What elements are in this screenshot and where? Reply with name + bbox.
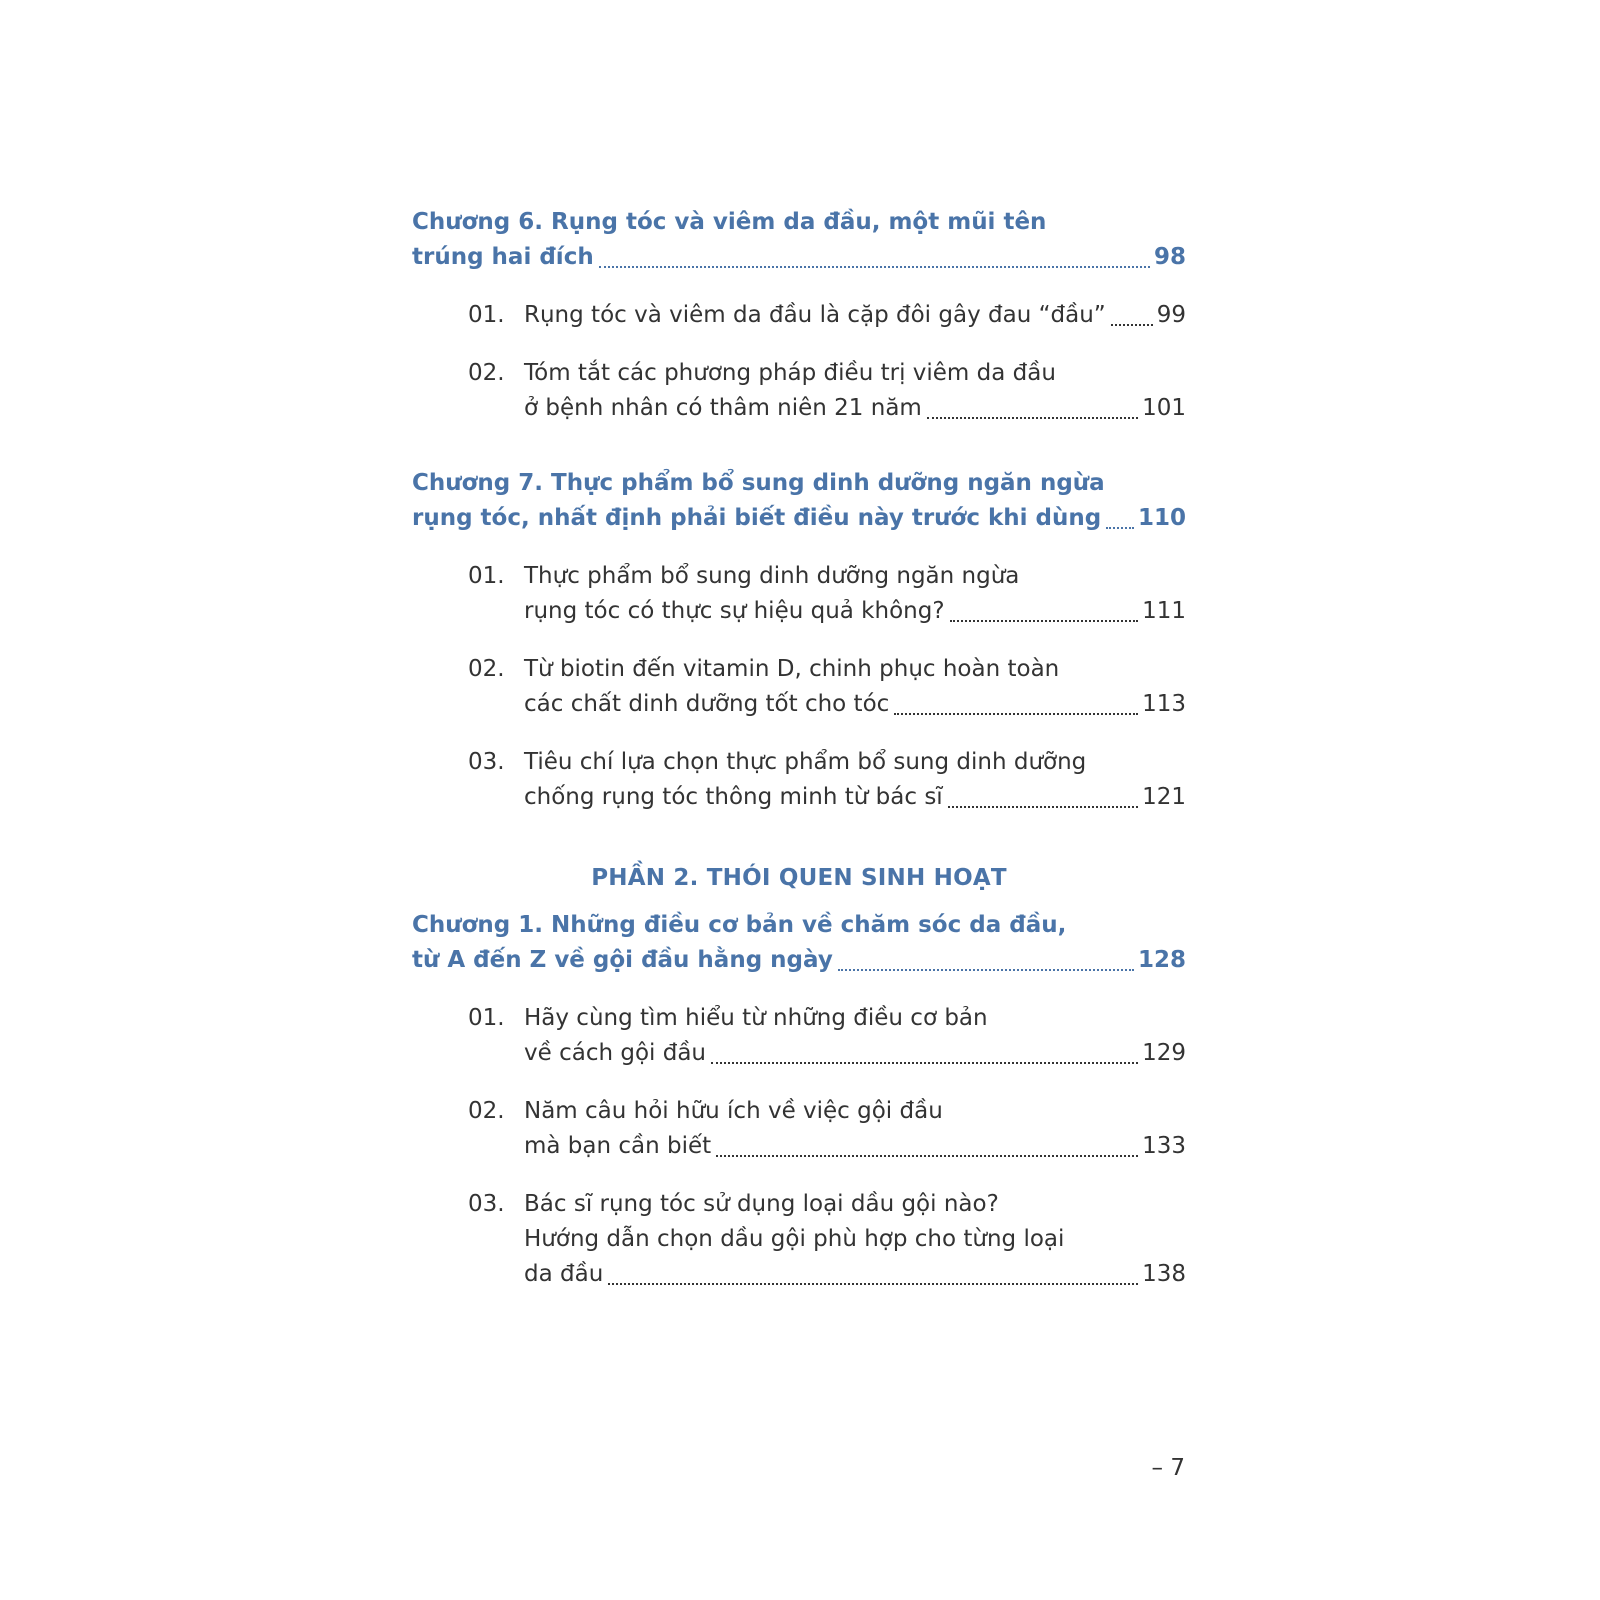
toc-section-7-2 xyxy=(412,652,1186,722)
section-entry-row xyxy=(524,1129,1186,1164)
toc-section-p2-1-1 xyxy=(412,1001,1186,1071)
dot-leader xyxy=(1111,324,1153,326)
section-page-number: 99 xyxy=(1156,302,1186,328)
toc-section-6-2 xyxy=(412,356,1186,426)
dot-leader xyxy=(608,1283,1138,1285)
section-title: Bác sĩ rụng tóc sử dụng loại dầu gội nào? xyxy=(524,1191,999,1217)
chapter-title-line: Chương 7. Thực phẩm bổ sung dinh dưỡng ngăn ngừa xyxy=(412,470,1105,496)
section-entry-row xyxy=(524,298,1186,333)
section-title: ở bệnh nhân có thâm niên 21 năm xyxy=(524,395,922,421)
dot-leader xyxy=(1106,527,1134,529)
section-title: Từ biotin đến vitamin D, chinh phục hoàn toàn xyxy=(524,656,1060,682)
chapter-page-number: 110 xyxy=(1137,505,1186,531)
chapter-entry-row xyxy=(412,943,1186,978)
section-number: 02. xyxy=(468,1098,505,1124)
section-page-number: 138 xyxy=(1142,1261,1186,1287)
section-title: Hãy cùng tìm hiểu từ những điều cơ bản xyxy=(524,1005,988,1031)
section-title: rụng tóc có thực sự hiệu quả không? xyxy=(524,598,945,624)
dot-leader xyxy=(838,969,1134,971)
section-entry-row xyxy=(524,391,1186,426)
dot-leader xyxy=(599,266,1150,268)
section-body xyxy=(524,745,1186,815)
section-title: chống rụng tóc thông minh từ bác sĩ xyxy=(524,784,943,810)
chapter-entry-row xyxy=(412,501,1186,536)
section-body xyxy=(524,652,1186,722)
chapter-page-number: 128 xyxy=(1137,947,1186,973)
section-page-number: 121 xyxy=(1142,784,1186,810)
section-title: Rụng tóc và viêm da đầu là cặp đôi gây đau “đầu” xyxy=(524,302,1106,328)
page-number: – 7 xyxy=(1151,1455,1185,1481)
section-body xyxy=(524,1001,1186,1071)
section-title: mà bạn cần biết xyxy=(524,1133,712,1159)
section-title: Thực phẩm bổ sung dinh dưỡng ngăn ngừa xyxy=(524,563,1020,589)
chapter-entry-row xyxy=(412,240,1186,275)
toc-part2-chapter-1 xyxy=(412,908,1186,978)
section-body xyxy=(524,559,1186,629)
section-title: Tóm tắt các phương pháp điều trị viêm da đầu xyxy=(524,360,1056,386)
section-entry-row xyxy=(524,594,1186,629)
section-entry-row xyxy=(524,1257,1186,1292)
toc-section-6-1 xyxy=(412,298,1186,333)
section-number: 01. xyxy=(468,1005,505,1031)
toc-section-p2-1-2 xyxy=(412,1094,1186,1164)
part-heading: PHẦN 2. THÓI QUEN SINH HOẠT xyxy=(591,865,1007,891)
toc-section-7-1 xyxy=(412,559,1186,629)
section-title: các chất dinh dưỡng tốt cho tóc xyxy=(524,691,890,717)
chapter-title-line: trúng hai đích xyxy=(412,244,594,270)
table-of-contents xyxy=(412,205,1186,1292)
section-page-number: 111 xyxy=(1142,598,1186,624)
toc-section-p2-1-3 xyxy=(412,1187,1186,1292)
dot-leader xyxy=(927,417,1138,419)
section-title: Năm câu hỏi hữu ích về việc gội đầu xyxy=(524,1098,943,1124)
chapter-title-line: từ A đến Z về gội đầu hằng ngày xyxy=(412,947,833,973)
section-page-number: 101 xyxy=(1142,395,1186,421)
section-body xyxy=(524,1094,1186,1164)
section-page-number: 129 xyxy=(1142,1040,1186,1066)
section-number: 01. xyxy=(468,302,505,328)
section-title: về cách gội đầu xyxy=(524,1040,706,1066)
section-entry-row xyxy=(524,1036,1186,1071)
section-number: 01. xyxy=(468,563,505,589)
dot-leader xyxy=(711,1062,1138,1064)
section-page-number: 113 xyxy=(1142,691,1186,717)
chapter-title-line: Chương 6. Rụng tóc và viêm da đầu, một mũi tên xyxy=(412,209,1047,235)
section-number: 03. xyxy=(468,749,505,775)
section-title: Tiêu chí lựa chọn thực phẩm bổ sung dinh dưỡng xyxy=(524,749,1087,775)
chapter-title-line: Chương 1. Những điều cơ bản về chăm sóc da đầu, xyxy=(412,912,1067,938)
section-entry-row xyxy=(524,780,1186,815)
chapter-page-number: 98 xyxy=(1153,244,1186,270)
section-body xyxy=(524,356,1186,426)
dot-leader xyxy=(950,620,1139,622)
section-title: Hướng dẫn chọn dầu gội phù hợp cho từng loại xyxy=(524,1226,1065,1252)
toc-chapter-7 xyxy=(412,466,1186,536)
section-entry-row xyxy=(524,687,1186,722)
toc-chapter-6 xyxy=(412,205,1186,275)
section-number: 02. xyxy=(468,360,505,386)
chapter-title-line: rụng tóc, nhất định phải biết điều này trước khi dùng xyxy=(412,505,1102,531)
dot-leader xyxy=(716,1155,1138,1157)
section-title: da đầu xyxy=(524,1261,604,1287)
section-body xyxy=(524,1187,1186,1292)
section-page-number: 133 xyxy=(1142,1133,1186,1159)
dot-leader xyxy=(948,806,1138,808)
section-number: 02. xyxy=(468,656,505,682)
section-number: 03. xyxy=(468,1191,505,1217)
toc-section-7-3 xyxy=(412,745,1186,815)
dot-leader xyxy=(894,713,1138,715)
